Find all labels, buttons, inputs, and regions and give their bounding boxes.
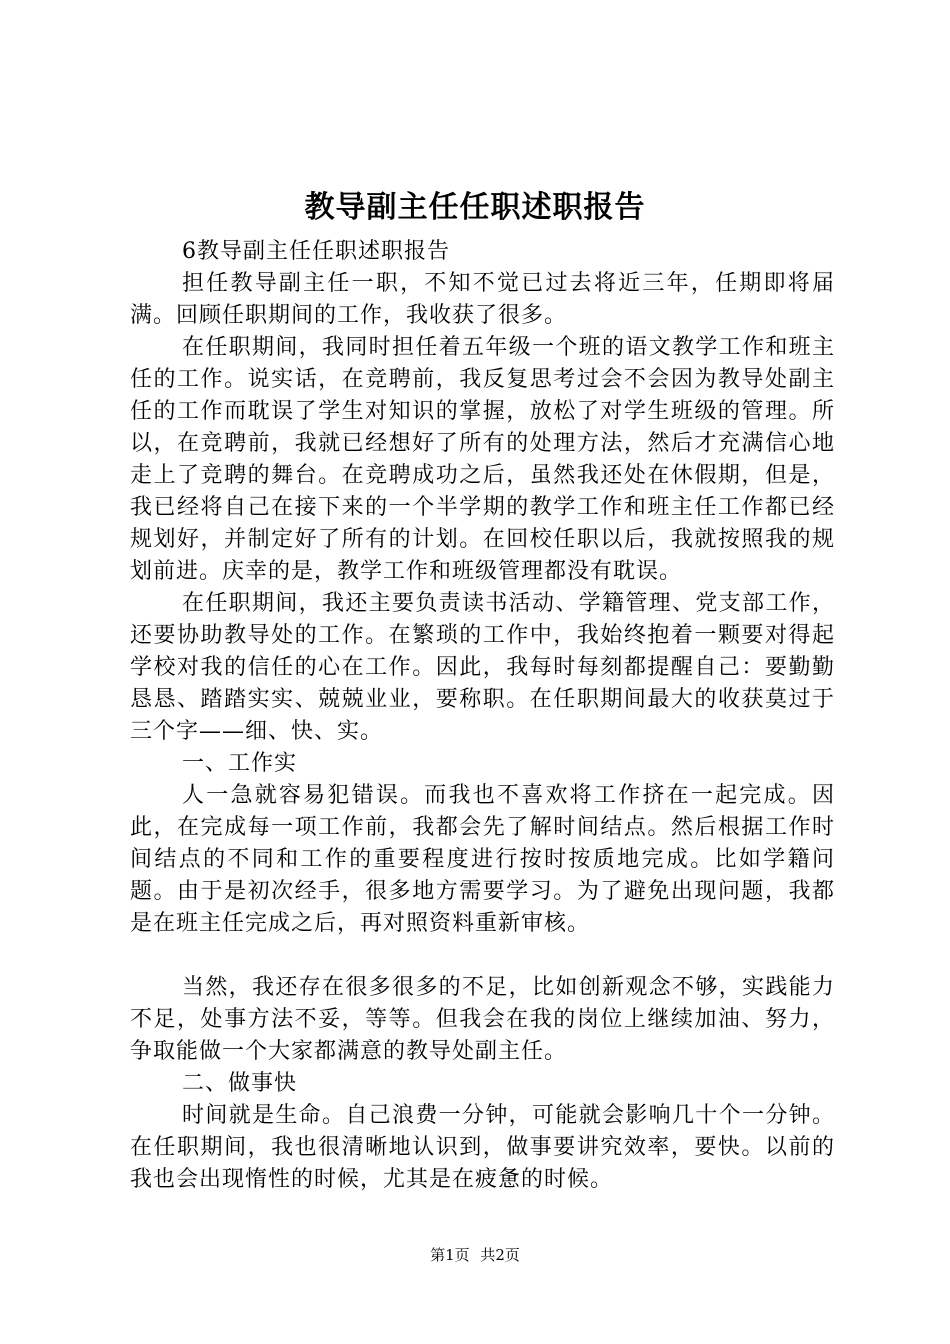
document-subtitle: 6教导副主任任职述职报告	[182, 239, 450, 264]
paragraph-spacer	[130, 940, 835, 972]
page-number: 第1页	[430, 1246, 470, 1264]
paragraph: 当然，我还存在很多很多的不足，比如创新观念不够，实践能力不足，处事方法不妥，等等。但我会在我的岗位上继续加油、努力，争取能做一个大家都满意的教导处副主任。	[130, 975, 835, 1064]
page-footer	[0, 1245, 950, 1265]
page-total: 共2页	[480, 1246, 520, 1264]
paragraph: 担任教导副主任一职，不知不觉已过去将近三年，任期即将届满。回顾任职期间的工作，我收获了很多。	[130, 271, 835, 328]
paragraph: 在任职期间，我还主要负责读书活动、学籍管理、党支部工作，还要协助教导处的工作。在繁琐的工作中，我始终抱着一颗要对得起学校对我的信任的心在工作。因此，我每时每刻都提醒自己：要勤勤恳恳、踏踏实实、兢兢业业，要称职。在任职期间最大的收获莫过于三个字——细、快、实。	[130, 591, 835, 744]
document-title: 教导副主任任职述职报告	[304, 190, 646, 225]
section-heading: 一、工作实	[182, 751, 298, 776]
paragraph: 人一急就容易犯错误。而我也不喜欢将工作挤在一起完成。因此，在完成每一项工作前，我都会先了解时间结点。然后根据工作时间结点的不同和工作的重要程度进行按时按质地完成。比如学籍问题。由于是初次经手，很多地方需要学习。为了避免出现问题，我都是在班主任完成之后，再对照资料重新审核。	[130, 783, 835, 936]
paragraph: 时间就是生命。自己浪费一分钟，可能就会影响几十个一分钟。在任职期间，我也很清晰地认识到，做事要讲究效率，要快。以前的我也会出现惰性的时候，尤其是在疲惫的时候。	[130, 1103, 835, 1192]
paragraph: 在任职期间，我同时担任着五年级一个班的语文教学工作和班主任的工作。说实话，在竞聘前，我反复思考过会不会因为教导处副主任的工作而耽误了学生对知识的掌握，放松了对学生班级的管理。所以，在竞聘前，我就已经想好了所有的处理方法，然后才充满信心地走上了竞聘的舞台。在竞聘成功之后，虽然我还处在休假期，但是，我已经将自己在接下来的一个半学期的教学工作和班主任工作都已经规划好，并制定好了所有的计划。在回校任职以后，我就按照我的规划前进。庆幸的是，教学工作和班级管理都没有耽误。	[130, 335, 835, 584]
section-heading: 二、做事快	[182, 1071, 298, 1096]
document-body	[130, 236, 835, 1196]
